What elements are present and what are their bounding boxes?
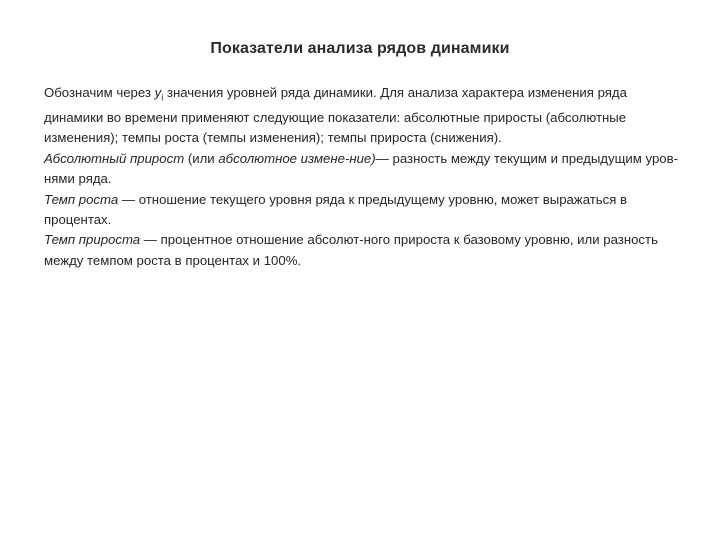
term-absolute-increase: Абсолютный прирост: [44, 150, 185, 166]
paragraph-absolute-increase: [44, 149, 684, 190]
intro-variable-index: i: [161, 92, 164, 103]
growth-rate-definition: — отношение текущего уровня ряда к предыдущему уровню, может выражаться в процентах.: [44, 191, 628, 228]
intro-variable: y: [154, 85, 162, 100]
absolute-increase-definition: — разность между текущим и предыдущим уров-нями ряда.: [44, 150, 679, 187]
absolute-increase-aside: (или: [184, 150, 219, 166]
paragraph-intro: [44, 83, 684, 149]
paragraph-increase-rate: [44, 230, 684, 271]
term-absolute-change: абсолютное измене-ние): [218, 150, 376, 166]
term-increase-rate: Темп прироста: [44, 232, 141, 248]
paragraph-growth-rate: [44, 190, 684, 231]
intro-text-start: Обозначим через: [44, 85, 155, 100]
increase-rate-definition: — процентное отношение абсолют-ного прироста к базовому уровню, или разность между темпом роста в процентах и 100%.: [44, 232, 658, 268]
term-growth-rate: Темп роста: [44, 191, 119, 207]
slide-body: [44, 83, 684, 271]
intro-text-rest: значения уровней ряда динамики. Для анализа характера изменения ряда динамики во времени применяют следующие показатели: абсолютные приросты (абсолютные изменения); темпы роста (темпы изменения); темпы прироста (снижения).: [44, 85, 627, 146]
slide-title: Показатели анализа рядов динамики: [210, 40, 510, 57]
